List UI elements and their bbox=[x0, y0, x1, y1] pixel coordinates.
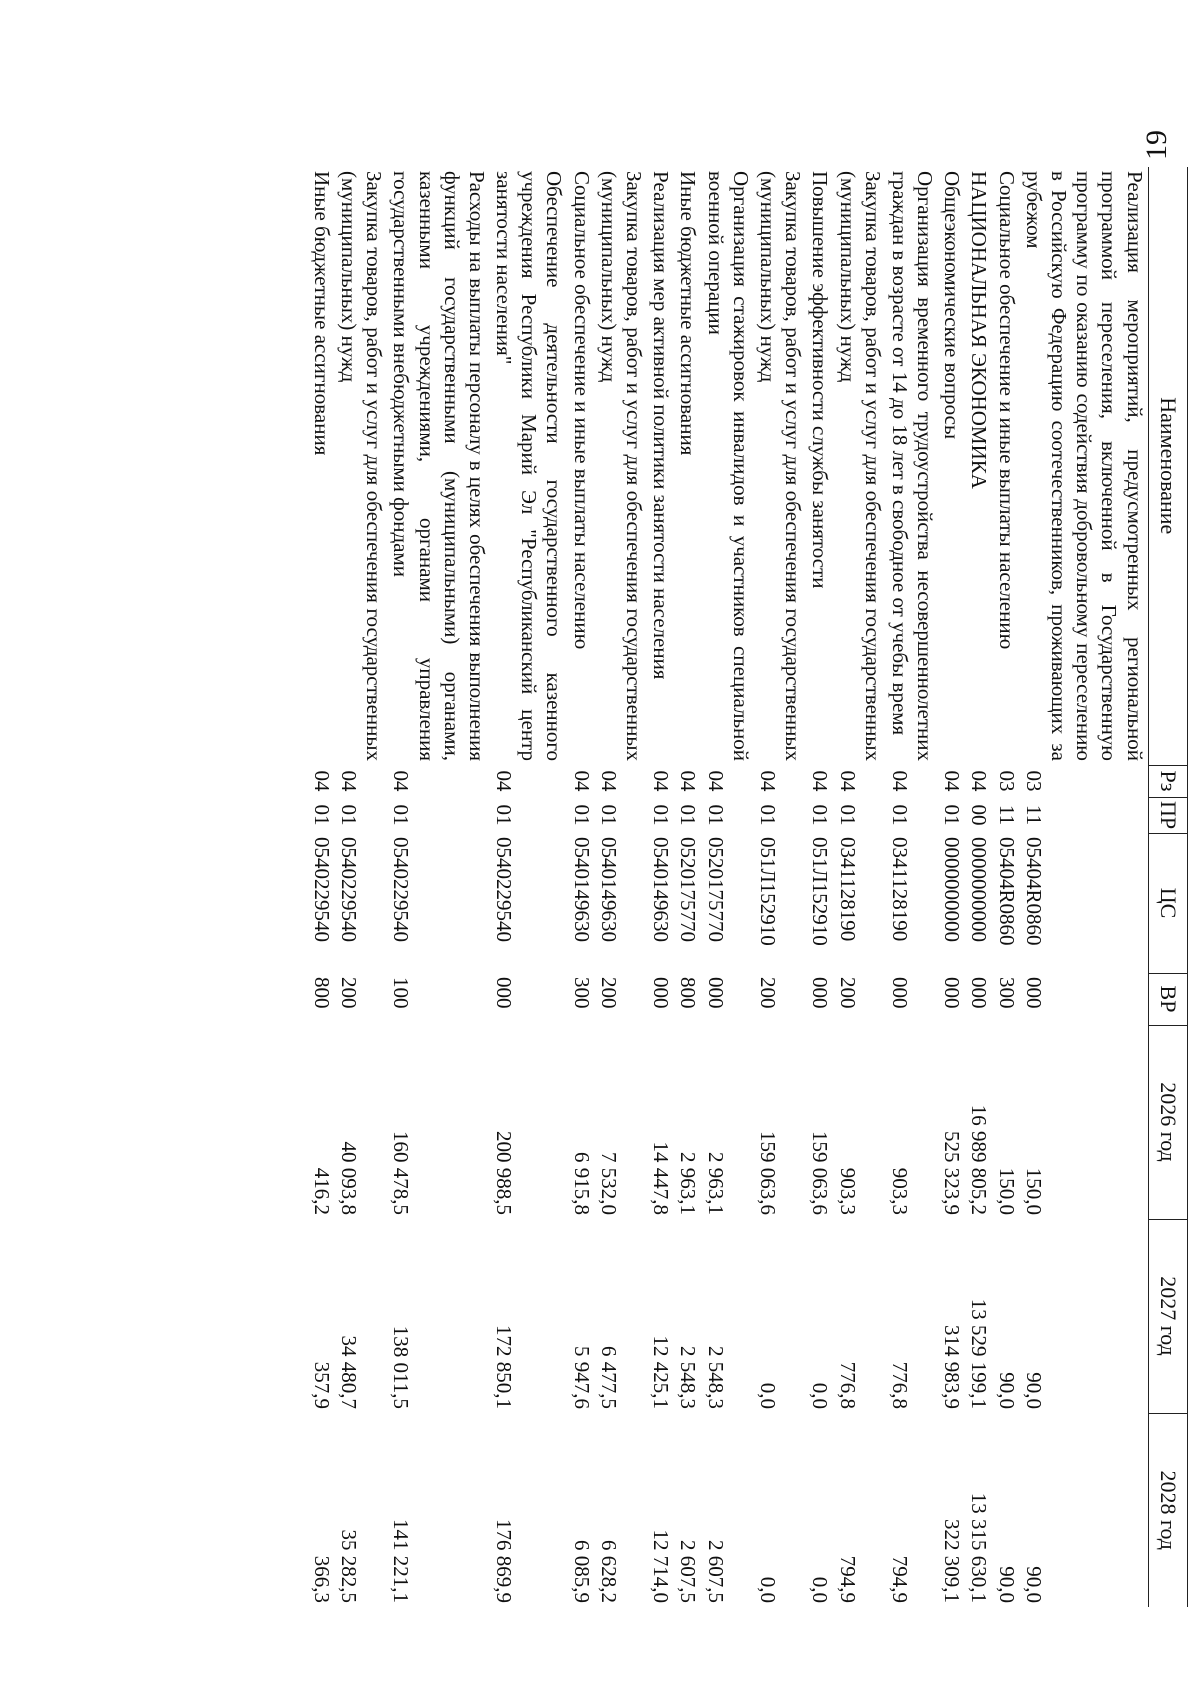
table-row bbox=[938, 167, 965, 1607]
cell-cs: 051Л152910 bbox=[808, 837, 833, 946]
cell-cs: 051Л152910 bbox=[755, 837, 780, 946]
cell-pr: 01 bbox=[569, 804, 594, 826]
cell-y2027: 357,9 bbox=[309, 1361, 334, 1409]
table-row bbox=[308, 167, 335, 1607]
cell-vr: 000 bbox=[1021, 977, 1046, 1009]
cell-y2027: 90,0 bbox=[994, 1372, 1019, 1409]
cell-rz: 03 bbox=[994, 770, 1019, 792]
cell-pr: 01 bbox=[649, 804, 674, 826]
cell-cs: 0000000000 bbox=[967, 837, 992, 942]
table-row bbox=[567, 167, 594, 1607]
cell-cs: 0000000000 bbox=[940, 837, 965, 942]
cell-y2028: 0,0 bbox=[808, 1576, 833, 1603]
cell-y2028: 0,0 bbox=[755, 1576, 780, 1603]
cell-cs: 0341128190 bbox=[887, 837, 912, 942]
cell-y2027: 2 548,3 bbox=[676, 1346, 701, 1409]
cell-y2026: 40 093,8 bbox=[336, 1141, 361, 1215]
cell-pr: 01 bbox=[389, 804, 414, 826]
cell-y2028: 794,9 bbox=[835, 1555, 860, 1603]
cell-name: Реализация мероприятий, предусмотренных региональной программой переселения, включенной в Государственную программу по оказанию содействия добровольному переселению в Российскую Федерацию соотечественников, проживающих за рубежом bbox=[1021, 171, 1147, 761]
budget-table-container bbox=[308, 167, 1188, 1607]
cell-y2028: 90,0 bbox=[1021, 1566, 1046, 1603]
cell-name: Закупка товаров, работ и услуг для обеспечения государственных (муниципальных) нужд bbox=[336, 171, 387, 761]
cell-y2026: 200 988,5 bbox=[492, 1131, 517, 1215]
cell-name: Организация стажировок инвалидов и участников специальной военной операции bbox=[703, 171, 753, 761]
cell-cs: 05404R0860 bbox=[1021, 837, 1046, 946]
header-vr: ВР bbox=[1148, 973, 1187, 1025]
table-row bbox=[833, 167, 885, 1607]
page-number: 19 bbox=[1140, 130, 1173, 160]
header-cs: ЦС bbox=[1148, 833, 1187, 973]
cell-y2027: 12 425,1 bbox=[649, 1335, 674, 1409]
cell-y2026: 14 447,8 bbox=[649, 1141, 674, 1215]
cell-vr: 200 bbox=[336, 977, 361, 1009]
cell-cs: 05404R0860 bbox=[994, 837, 1019, 946]
cell-cs: 0540149630 bbox=[569, 837, 594, 942]
cell-name: Социальное обеспечение и иные выплаты населению bbox=[569, 171, 594, 650]
cell-cs: 0540229540 bbox=[336, 837, 361, 942]
cell-pr: 00 bbox=[967, 804, 992, 826]
cell-name: Закупка товаров, работ и услуг для обеспечения государственных (муниципальных) нужд bbox=[835, 171, 885, 761]
cell-rz: 04 bbox=[755, 770, 780, 792]
cell-rz: 04 bbox=[389, 770, 414, 792]
cell-rz: 04 bbox=[676, 770, 701, 792]
cell-rz: 04 bbox=[887, 770, 912, 792]
cell-y2028: 141 221,1 bbox=[389, 1519, 414, 1603]
cell-name: Социальное обеспечение и иные выплаты населению bbox=[994, 171, 1019, 650]
cell-y2026: 525 323,9 bbox=[940, 1131, 965, 1215]
cell-name: НАЦИОНАЛЬНАЯ ЭКОНОМИКА bbox=[967, 171, 992, 489]
cell-rz: 04 bbox=[309, 770, 334, 792]
cell-cs: 0520175770 bbox=[676, 837, 701, 942]
cell-y2026: 16 989 805,2 bbox=[967, 1104, 992, 1215]
cell-pr: 01 bbox=[808, 804, 833, 826]
cell-vr: 000 bbox=[967, 977, 992, 1009]
table-row bbox=[674, 167, 701, 1607]
cell-pr: 01 bbox=[676, 804, 701, 826]
header-rz: Рз bbox=[1148, 765, 1187, 797]
table-row bbox=[806, 167, 833, 1607]
cell-y2027: 172 850,1 bbox=[492, 1325, 517, 1409]
cell-y2027: 776,8 bbox=[835, 1361, 860, 1409]
cell-y2027: 0,0 bbox=[755, 1382, 780, 1409]
cell-cs: 0540149630 bbox=[596, 837, 621, 942]
cell-cs: 0540229540 bbox=[309, 837, 334, 942]
cell-y2028: 6 085,9 bbox=[569, 1540, 594, 1603]
cell-y2028: 90,0 bbox=[994, 1566, 1019, 1603]
cell-y2028: 13 315 630,1 bbox=[967, 1492, 992, 1603]
cell-cs: 0520175770 bbox=[703, 837, 728, 942]
cell-rz: 04 bbox=[703, 770, 728, 792]
cell-y2026: 2 963,1 bbox=[703, 1152, 728, 1215]
cell-pr: 01 bbox=[703, 804, 728, 826]
table-row bbox=[490, 167, 568, 1607]
cell-name: Иные бюджетные ассигнования bbox=[309, 171, 334, 456]
cell-name: Общеэкономические вопросы bbox=[940, 171, 965, 440]
table-row bbox=[335, 167, 387, 1607]
cell-y2026: 159 063,6 bbox=[808, 1131, 833, 1215]
cell-pr: 01 bbox=[336, 804, 361, 826]
cell-vr: 000 bbox=[808, 977, 833, 1009]
cell-y2026: 7 532,0 bbox=[596, 1152, 621, 1215]
cell-rz: 04 bbox=[569, 770, 594, 792]
cell-rz: 04 bbox=[835, 770, 860, 792]
cell-y2028: 794,9 bbox=[887, 1555, 912, 1603]
cell-y2026: 416,2 bbox=[309, 1167, 334, 1215]
budget-table bbox=[308, 167, 1188, 1607]
cell-y2028: 366,3 bbox=[309, 1555, 334, 1603]
cell-rz: 04 bbox=[596, 770, 621, 792]
cell-rz: 03 bbox=[1021, 770, 1046, 792]
cell-y2027: 34 480,7 bbox=[336, 1335, 361, 1409]
cell-cs: 0540229540 bbox=[492, 837, 517, 942]
cell-name: Реализация мер активной политики занятости населения bbox=[649, 171, 674, 680]
cell-vr: 200 bbox=[596, 977, 621, 1009]
table-row bbox=[595, 167, 647, 1607]
cell-vr: 200 bbox=[835, 977, 860, 1009]
table-body bbox=[308, 167, 1149, 1607]
cell-y2026: 159 063,6 bbox=[755, 1131, 780, 1215]
cell-vr: 800 bbox=[309, 977, 334, 1009]
cell-rz: 04 bbox=[492, 770, 517, 792]
cell-vr: 800 bbox=[676, 977, 701, 1009]
cell-vr: 000 bbox=[940, 977, 965, 1009]
cell-y2028: 35 282,5 bbox=[336, 1529, 361, 1603]
cell-rz: 04 bbox=[336, 770, 361, 792]
cell-name: Повышение эффективности службы занятости bbox=[808, 171, 833, 589]
cell-y2028: 12 714,0 bbox=[649, 1529, 674, 1603]
table-row bbox=[701, 167, 753, 1607]
cell-vr: 000 bbox=[887, 977, 912, 1009]
cell-name: Обеспечение деятельности государственного казенного учреждения Республики Марий Эл "Республиканский центр занятости населения" bbox=[492, 171, 567, 761]
cell-vr: 100 bbox=[389, 977, 414, 1009]
cell-y2027: 776,8 bbox=[887, 1361, 912, 1409]
cell-vr: 200 bbox=[755, 977, 780, 1009]
cell-y2026: 903,3 bbox=[835, 1167, 860, 1215]
cell-name: Организация временного трудоустройства несовершеннолетних граждан в возрасте от 14 до 18 лет в свободное от учебы время bbox=[887, 171, 938, 761]
table-row bbox=[1020, 167, 1148, 1607]
cell-pr: 01 bbox=[755, 804, 780, 826]
cell-y2027: 13 529 199,1 bbox=[967, 1298, 992, 1409]
table-row bbox=[965, 167, 992, 1607]
cell-y2026: 2 963,1 bbox=[676, 1152, 701, 1215]
header-2027: 2027 год bbox=[1148, 1219, 1187, 1413]
cell-pr: 01 bbox=[887, 804, 912, 826]
cell-y2027: 314 983,9 bbox=[940, 1325, 965, 1409]
table-row bbox=[886, 167, 938, 1607]
cell-y2026: 150,0 bbox=[994, 1167, 1019, 1215]
cell-vr: 000 bbox=[703, 977, 728, 1009]
cell-name: Расходы на выплаты персоналу в целях обеспечения выполнения функций государственными (муниципальными) органами, казенными учреждениями, органами управления государственными внебюджетными фондами bbox=[389, 171, 489, 761]
cell-y2028: 176 869,9 bbox=[492, 1519, 517, 1603]
header-pr: ПР bbox=[1148, 797, 1187, 833]
cell-y2026: 6 915,8 bbox=[569, 1152, 594, 1215]
cell-y2027: 0,0 bbox=[808, 1382, 833, 1409]
table-row bbox=[647, 167, 674, 1607]
cell-y2028: 2 607,5 bbox=[676, 1540, 701, 1603]
cell-y2027: 6 477,5 bbox=[596, 1346, 621, 1409]
cell-pr: 01 bbox=[309, 804, 334, 826]
cell-y2028: 2 607,5 bbox=[703, 1540, 728, 1603]
cell-pr: 01 bbox=[940, 804, 965, 826]
cell-pr: 01 bbox=[835, 804, 860, 826]
cell-pr: 01 bbox=[492, 804, 517, 826]
cell-y2027: 5 947,6 bbox=[569, 1346, 594, 1409]
cell-y2026: 160 478,5 bbox=[389, 1131, 414, 1215]
cell-y2027: 90,0 bbox=[1021, 1372, 1046, 1409]
cell-pr: 01 bbox=[596, 804, 621, 826]
cell-pr: 11 bbox=[1021, 804, 1046, 826]
cell-y2028: 6 628,2 bbox=[596, 1540, 621, 1603]
cell-y2026: 150,0 bbox=[1021, 1167, 1046, 1215]
cell-y2027: 2 548,3 bbox=[703, 1346, 728, 1409]
header-2028: 2028 год bbox=[1148, 1413, 1187, 1607]
table-header bbox=[1148, 167, 1187, 1607]
cell-name: Закупка товаров, работ и услуг для обеспечения государственных (муниципальных) нужд bbox=[596, 171, 647, 761]
cell-cs: 0540149630 bbox=[649, 837, 674, 942]
cell-vr: 300 bbox=[994, 977, 1019, 1009]
cell-rz: 04 bbox=[649, 770, 674, 792]
table-row bbox=[387, 167, 490, 1607]
cell-name: Закупка товаров, работ и услуг для обеспечения государственных (муниципальных) нужд bbox=[755, 171, 806, 761]
cell-rz: 04 bbox=[967, 770, 992, 792]
cell-rz: 04 bbox=[940, 770, 965, 792]
cell-rz: 04 bbox=[808, 770, 833, 792]
table-row bbox=[992, 167, 1019, 1607]
cell-vr: 000 bbox=[492, 977, 517, 1009]
cell-vr: 000 bbox=[649, 977, 674, 1009]
cell-y2028: 322 309,1 bbox=[940, 1519, 965, 1603]
cell-cs: 0540229540 bbox=[389, 837, 414, 942]
cell-y2026: 903,3 bbox=[887, 1167, 912, 1215]
cell-cs: 0341128190 bbox=[835, 837, 860, 942]
cell-name: Иные бюджетные ассигнования bbox=[676, 171, 701, 456]
header-2026: 2026 год bbox=[1148, 1025, 1187, 1219]
cell-vr: 300 bbox=[569, 977, 594, 1009]
cell-pr: 11 bbox=[994, 804, 1019, 826]
header-name: Наименование bbox=[1148, 167, 1187, 765]
table-row bbox=[754, 167, 806, 1607]
cell-y2027: 138 011,5 bbox=[389, 1325, 414, 1409]
